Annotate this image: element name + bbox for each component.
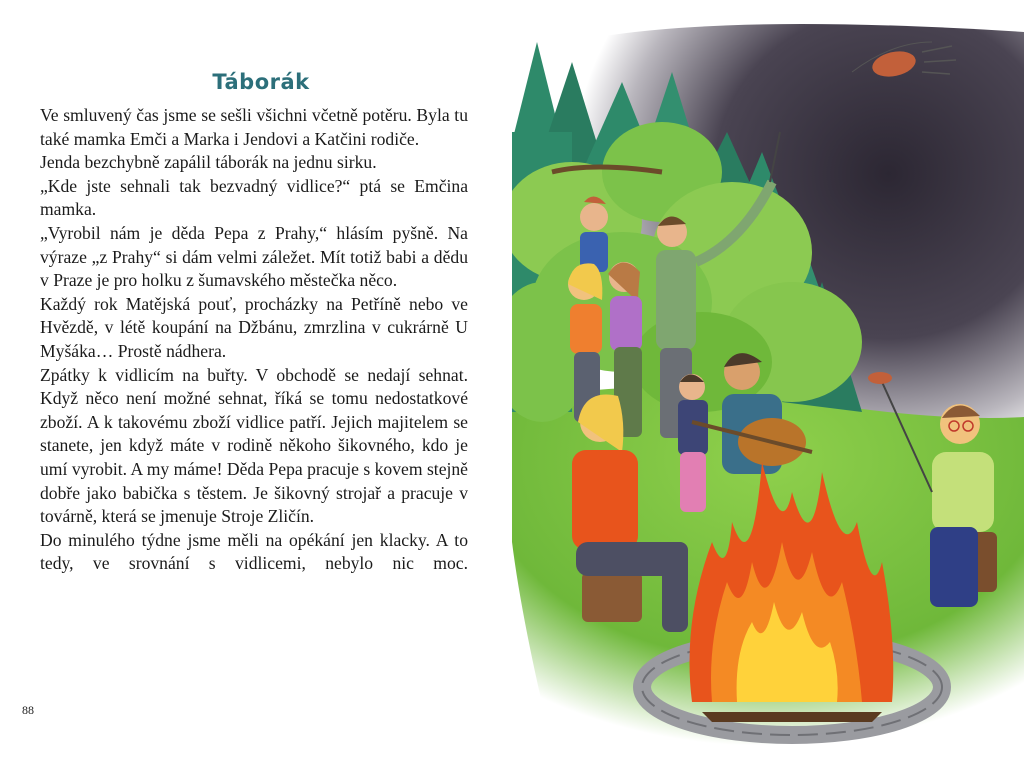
- paragraph: Ve smluvený čas jsme se sešli všichni včetně potěru. Byla tu také mamka Emči a Marka i Jendovi a Katčini rodiče.: [40, 105, 468, 149]
- paragraph: Do minulého týdne jsme měli na opékání jen klacky. A to tedy, ve srovnání s vidlicemi, nebylo nic moc.: [40, 529, 468, 574]
- campfire-illustration: [512, 22, 1024, 746]
- left-stump: [582, 572, 642, 622]
- paragraph: Každý rok Matějská pouť, procházky na Petříně nebo ve Hvězdě, v létě koupání na Džbánu, zmrzlina v cukrárně U Myšáka… Prostě nádhera.: [40, 293, 468, 361]
- paragraph: Jenda bezchybně zapálil táborák na jednu sirku.: [40, 152, 377, 173]
- chapter-title: Táborák: [212, 70, 310, 94]
- paragraph: Zpátky k vidlicím na buřty. V obchodě se nedají sehnat. Když něco není možné sehnat, říká se tomu nedostatkové zboží. A k takovému zboží vidlice patří. Jejich majitelem se stanete, jen když máte v rodině někoho šikovného, kdo je umí vyrobit. A my máme! Děda Pepa pracuje s kovem stejně dobře jako babička s těstem. Je šikovný strojař a pracuje v továrně, která se jmenuje Stroje Zličín.: [40, 364, 468, 527]
- page-number: 88: [22, 703, 34, 717]
- text-column: [40, 70, 468, 576]
- paragraph: „Vyrobil nám je děda Pepa z Prahy,“ hlásím pyšně. Na výraze „z Prahy“ si dám velmi záležet. Mít totiž babi a dědu v Praze je pro holku z šumavského městečka něco.: [40, 222, 468, 291]
- illustration-canvas: [512, 22, 1024, 746]
- paragraph: „Kde jste sehnali tak bezvadný vidlice?“ ptá se Emčina mamka.: [40, 175, 468, 220]
- body-text: [40, 104, 468, 576]
